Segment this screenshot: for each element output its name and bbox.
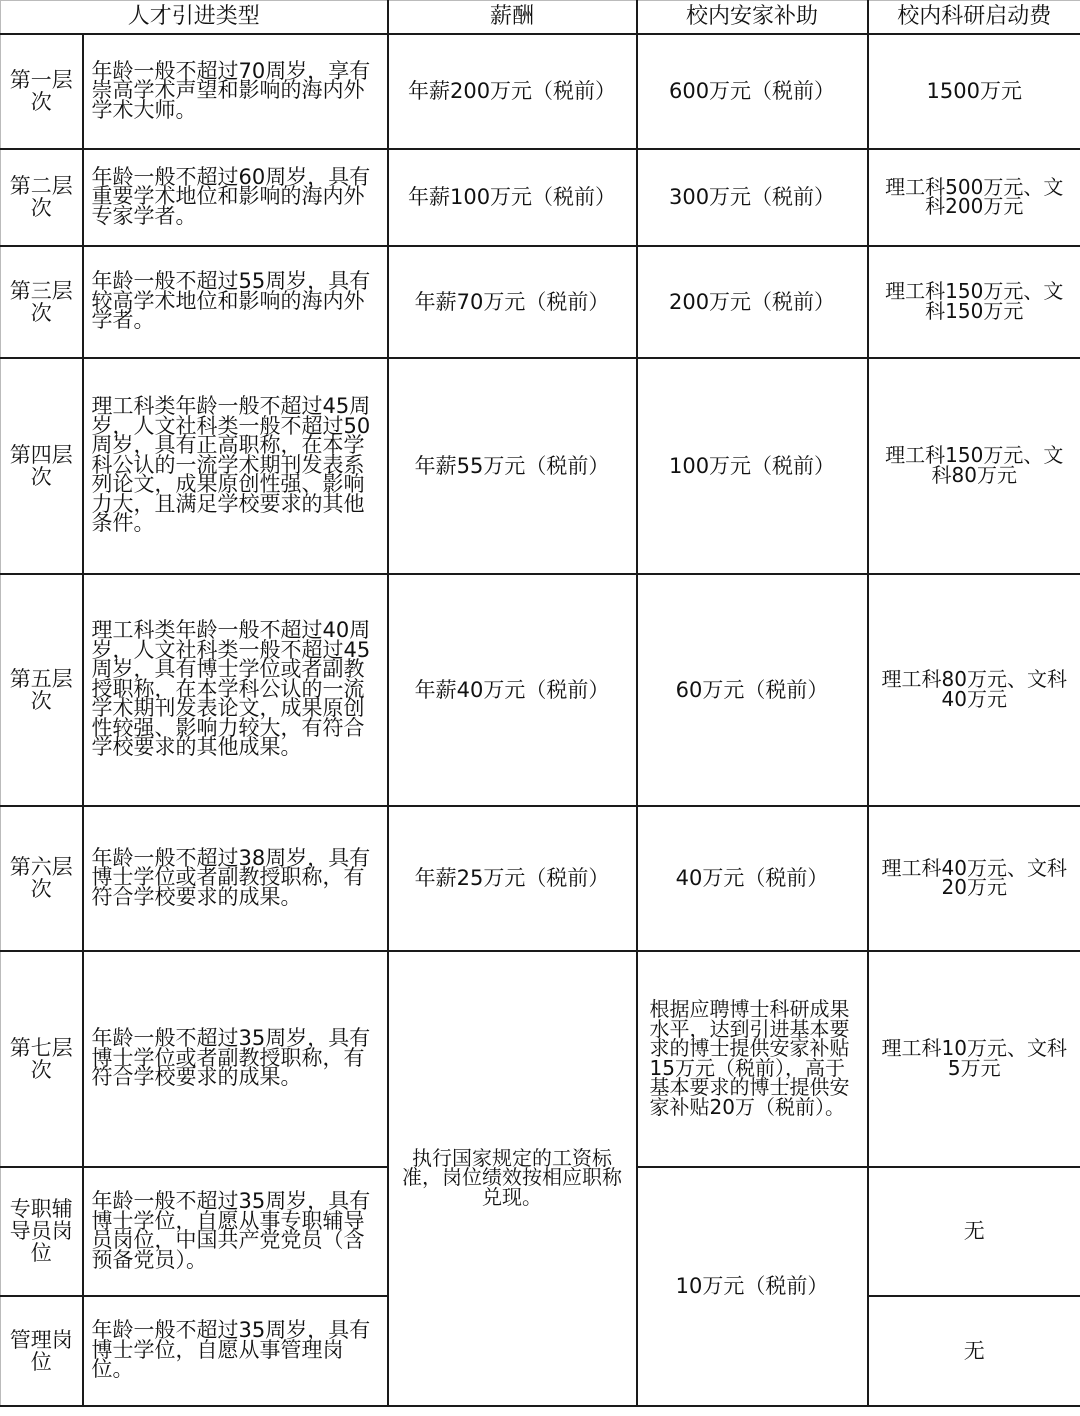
level-cell: 第三层次 [1, 246, 83, 358]
salary-cell: 年薪40万元（税前） [388, 574, 637, 806]
description-cell: 年龄一般不超过35周岁，具有博士学位，自愿从事专职辅导员岗位，中国共产党党员（含预备党员）。 [83, 1167, 388, 1296]
housing-cell: 300万元（税前） [637, 149, 868, 246]
description-cell: 理工科类年龄一般不超过40周岁，人文社科类一般不超过45周岁，具有博士学位或者副教授职称，在本学科公认的一流学术期刊发表论文，成果原创性较强、影响力较大，有符合学校要求的其他成果。 [83, 574, 388, 806]
table-row [1, 951, 1080, 1167]
salary-cell: 年薪55万元（税前） [388, 358, 637, 574]
level-cell: 管理岗位 [1, 1296, 83, 1406]
startup-cell: 理工科500万元、文科200万元 [868, 149, 1080, 246]
description-cell: 年龄一般不超过38周岁，具有博士学位或者副教授职称，有符合学校要求的成果。 [83, 806, 388, 951]
startup-cell: 理工科80万元、文科40万元 [868, 574, 1080, 806]
description-cell: 年龄一般不超过70周岁，享有崇高学术声望和影响的海内外学术大师。 [83, 34, 388, 149]
housing-merged-cell: 10万元（税前） [637, 1167, 868, 1406]
table-row [1, 246, 1080, 358]
housing-cell: 200万元（税前） [637, 246, 868, 358]
salary-cell: 年薪25万元（税前） [388, 806, 637, 951]
header-salary: 薪酬 [388, 1, 637, 34]
startup-cell: 理工科150万元、文科80万元 [868, 358, 1080, 574]
salary-cell: 年薪200万元（税前） [388, 34, 637, 149]
startup-cell: 理工科10万元、文科5万元 [868, 951, 1080, 1167]
housing-cell: 100万元（税前） [637, 358, 868, 574]
salary-merged-cell: 执行国家规定的工资标准，岗位绩效按相应职称兑现。 [388, 951, 637, 1406]
table-row [1, 358, 1080, 574]
startup-cell: 理工科150万元、文科150万元 [868, 246, 1080, 358]
level-cell: 第二层次 [1, 149, 83, 246]
description-cell: 年龄一般不超过55周岁，具有较高学术地位和影响的海内外学者。 [83, 246, 388, 358]
housing-cell: 60万元（税前） [637, 574, 868, 806]
header-row [1, 1, 1080, 34]
description-cell: 理工科类年龄一般不超过45周岁，人文社科类一般不超过50周岁，具有正高职称，在本学科公认的一流学术期刊发表系列论文，成果原创性强、影响力大，且满足学校要求的其他条件。 [83, 358, 388, 574]
level-cell: 第七层次 [1, 951, 83, 1167]
header-startup: 校内科研启动费 [868, 1, 1080, 34]
level-cell: 第四层次 [1, 358, 83, 574]
level-cell: 第一层次 [1, 34, 83, 149]
level-cell: 第五层次 [1, 574, 83, 806]
startup-cell: 1500万元 [868, 34, 1080, 149]
header-type: 人才引进类型 [1, 1, 388, 34]
level-cell: 专职辅导员岗位 [1, 1167, 83, 1296]
description-cell: 年龄一般不超过60周岁，具有重要学术地位和影响的海内外专家学者。 [83, 149, 388, 246]
salary-cell: 年薪100万元（税前） [388, 149, 637, 246]
header-housing: 校内安家补助 [637, 1, 868, 34]
housing-cell: 40万元（税前） [637, 806, 868, 951]
table-row [1, 806, 1080, 951]
table-row [1, 149, 1080, 246]
level-cell: 第六层次 [1, 806, 83, 951]
table-row [1, 574, 1080, 806]
description-cell: 年龄一般不超过35周岁，具有博士学位或者副教授职称，有符合学校要求的成果。 [83, 951, 388, 1167]
startup-cell: 无 [868, 1296, 1080, 1406]
housing-cell: 根据应聘博士科研成果水平，达到引进基本要求的博士提供安家补贴15万元（税前），高于基本要求的博士提供安家补贴20万（税前）。 [637, 951, 868, 1167]
salary-cell: 年薪70万元（税前） [388, 246, 637, 358]
description-cell: 年龄一般不超过35周岁，具有博士学位，自愿从事管理岗位。 [83, 1296, 388, 1406]
startup-cell: 理工科40万元、文科20万元 [868, 806, 1080, 951]
startup-cell: 无 [868, 1167, 1080, 1296]
housing-cell: 600万元（税前） [637, 34, 868, 149]
table-row [1, 34, 1080, 149]
